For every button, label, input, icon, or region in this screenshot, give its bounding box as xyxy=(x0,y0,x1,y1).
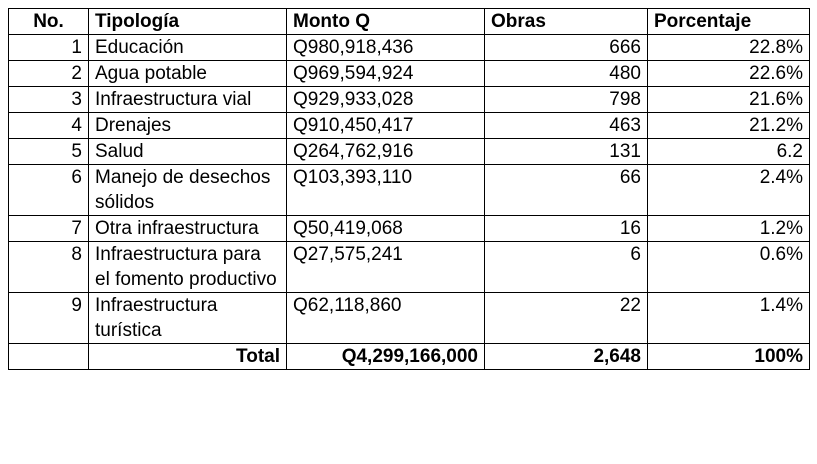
total-obras: 2,648 xyxy=(485,344,648,370)
cell-porcentaje: 6.2 xyxy=(648,139,810,165)
cell-porcentaje: 1.2% xyxy=(648,216,810,242)
total-empty-cell xyxy=(9,344,89,370)
cell-no: 9 xyxy=(9,293,89,344)
table-row xyxy=(9,242,810,293)
cell-obras: 666 xyxy=(485,35,648,61)
table-row xyxy=(9,87,810,113)
cell-porcentaje: 1.4% xyxy=(648,293,810,344)
tipologia-table xyxy=(8,8,810,370)
table-row xyxy=(9,139,810,165)
cell-porcentaje: 2.4% xyxy=(648,165,810,216)
cell-porcentaje: 22.8% xyxy=(648,35,810,61)
total-monto: Q4,299,166,000 xyxy=(287,344,485,370)
cell-no: 8 xyxy=(9,242,89,293)
cell-no: 7 xyxy=(9,216,89,242)
header-obras: Obras xyxy=(485,9,648,35)
cell-porcentaje: 21.6% xyxy=(648,87,810,113)
table-body xyxy=(9,35,810,344)
cell-obras: 798 xyxy=(485,87,648,113)
cell-tipologia: Drenajes xyxy=(89,113,287,139)
cell-monto: Q62,118,860 xyxy=(287,293,485,344)
cell-monto: Q50,419,068 xyxy=(287,216,485,242)
header-monto: Monto Q xyxy=(287,9,485,35)
header-no: No. xyxy=(9,9,89,35)
cell-no: 4 xyxy=(9,113,89,139)
cell-no: 2 xyxy=(9,61,89,87)
cell-tipologia: Infraestructura para el fomento productivo xyxy=(89,242,287,293)
cell-obras: 6 xyxy=(485,242,648,293)
total-row xyxy=(9,344,810,370)
cell-tipologia: Agua potable xyxy=(89,61,287,87)
cell-obras: 16 xyxy=(485,216,648,242)
cell-no: 5 xyxy=(9,139,89,165)
cell-tipologia: Otra infraestructura xyxy=(89,216,287,242)
cell-obras: 22 xyxy=(485,293,648,344)
cell-monto: Q103,393,110 xyxy=(287,165,485,216)
cell-obras: 131 xyxy=(485,139,648,165)
cell-tipologia: Salud xyxy=(89,139,287,165)
header-porcentaje: Porcentaje xyxy=(648,9,810,35)
header-tipologia: Tipología xyxy=(89,9,287,35)
table-row xyxy=(9,61,810,87)
cell-monto: Q969,594,924 xyxy=(287,61,485,87)
header-row xyxy=(9,9,810,35)
cell-tipologia: Infraestructura turística xyxy=(89,293,287,344)
cell-monto: Q910,450,417 xyxy=(287,113,485,139)
table-row xyxy=(9,293,810,344)
table-row xyxy=(9,35,810,61)
cell-no: 1 xyxy=(9,35,89,61)
cell-monto: Q264,762,916 xyxy=(287,139,485,165)
cell-obras: 480 xyxy=(485,61,648,87)
cell-obras: 66 xyxy=(485,165,648,216)
cell-porcentaje: 21.2% xyxy=(648,113,810,139)
table-row xyxy=(9,113,810,139)
table-row xyxy=(9,165,810,216)
table-row xyxy=(9,216,810,242)
cell-monto: Q980,918,436 xyxy=(287,35,485,61)
cell-obras: 463 xyxy=(485,113,648,139)
total-label: Total xyxy=(89,344,287,370)
cell-monto: Q27,575,241 xyxy=(287,242,485,293)
cell-no: 3 xyxy=(9,87,89,113)
cell-tipologia: Educación xyxy=(89,35,287,61)
cell-no: 6 xyxy=(9,165,89,216)
cell-tipologia: Manejo de desechos sólidos xyxy=(89,165,287,216)
cell-porcentaje: 0.6% xyxy=(648,242,810,293)
cell-tipologia: Infraestructura vial xyxy=(89,87,287,113)
total-porcentaje: 100% xyxy=(648,344,810,370)
cell-monto: Q929,933,028 xyxy=(287,87,485,113)
cell-porcentaje: 22.6% xyxy=(648,61,810,87)
